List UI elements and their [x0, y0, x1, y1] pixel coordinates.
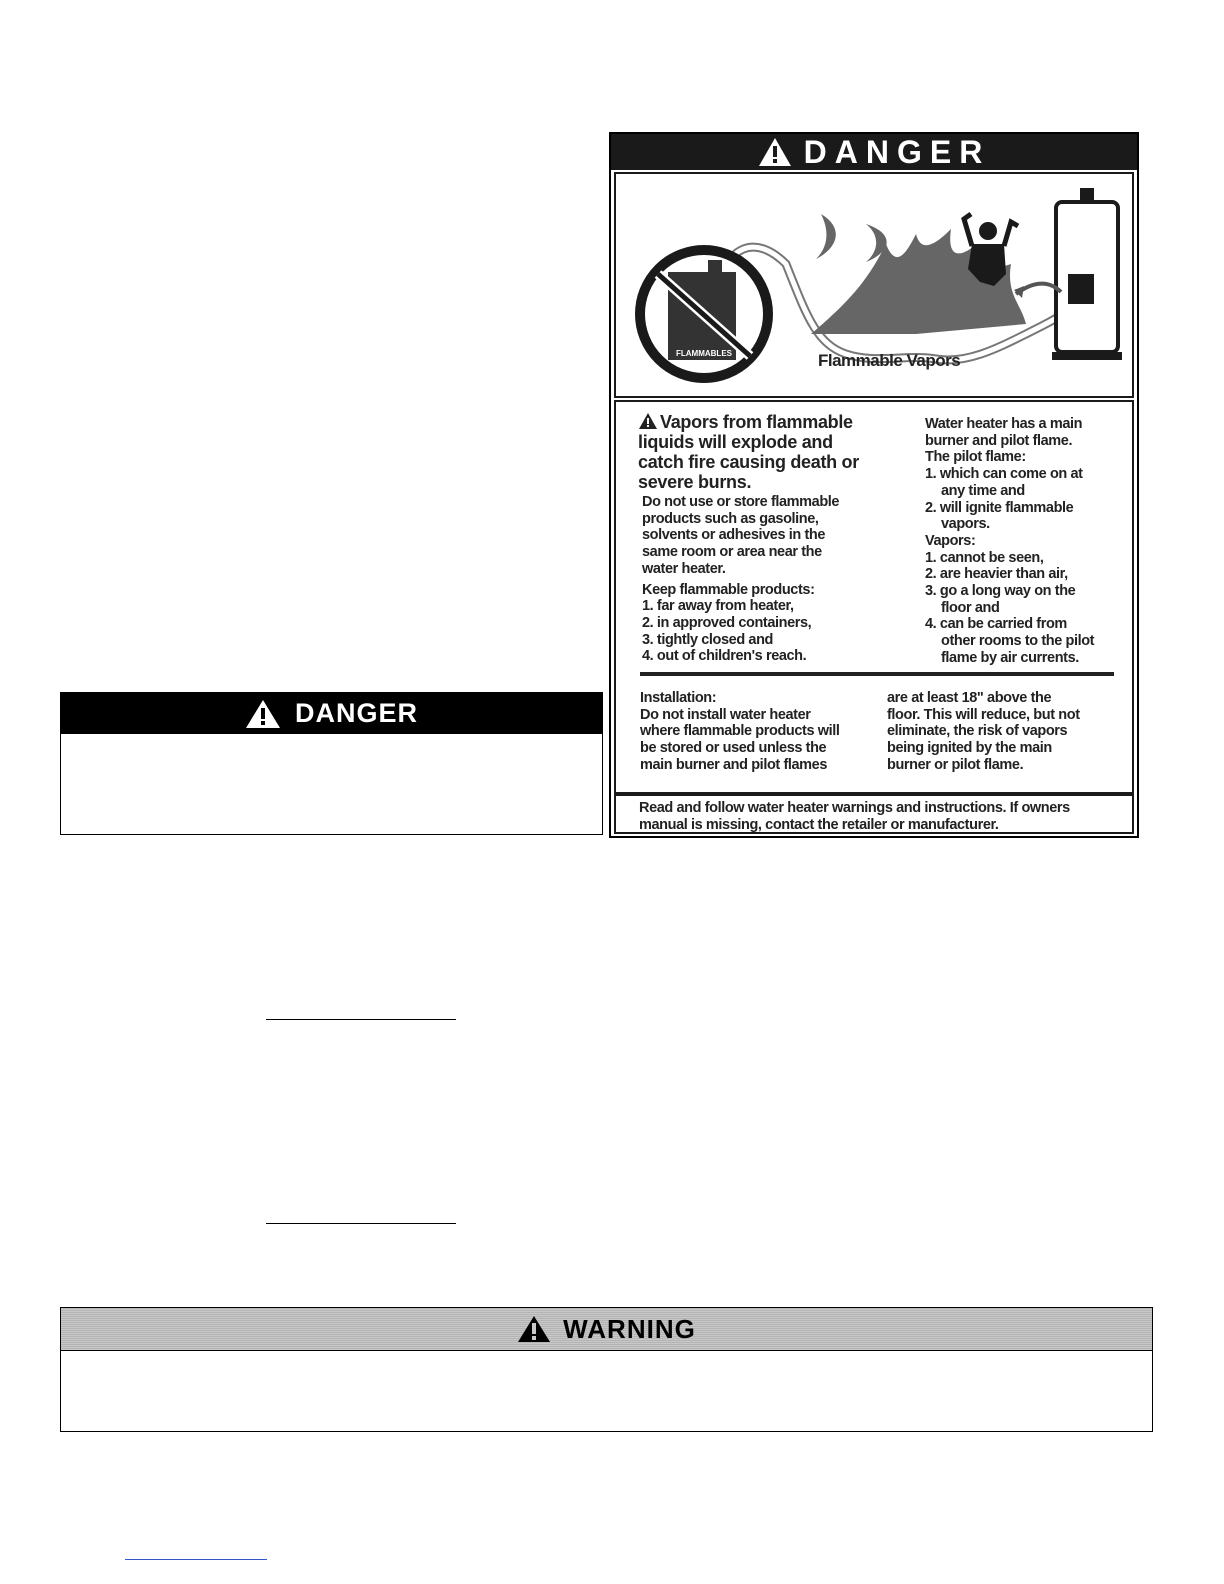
danger-title: DANGER [294, 698, 418, 728]
warning-triangle-icon [758, 137, 792, 167]
installation-right: are at least 18" above the floor. This will reduce, but not eliminate, the risk of vapors being ignited by the main burner or pilot flame. [887, 690, 1080, 773]
vapors-title: Vapors: [925, 532, 976, 549]
danger-header [61, 693, 602, 734]
danger-notice-box [60, 692, 603, 835]
vapors-item: 1. cannot be seen, [925, 549, 1044, 566]
flammable-vapors-illustration [616, 174, 1136, 396]
label-header [611, 134, 1137, 170]
pilot-item: 2. will ignite flammable [925, 499, 1074, 516]
left-paragraph: Do not use or store flammable products such as gasoline, solvents or adhesives in the same room or area near the water heater. Keep flammable products: 1. far away from heater, 2. in approved containers, 3. tightly closed and 4. out of children's reach. [642, 494, 840, 665]
label-footer: Read and follow water heater warnings and instructions. If owners manual is missing, contact the retailer or manufacturer. [614, 794, 1134, 834]
heading-line: liquids will explode and [638, 432, 833, 452]
heading-line: severe burns. [638, 472, 752, 492]
pilot-title: The pilot flame: [925, 449, 1026, 466]
heading-line: catch fire causing death or [638, 452, 859, 472]
heading-line: Vapors from flammable [660, 412, 853, 432]
flammables-can-text: FLAMMABLES [676, 349, 732, 358]
pilot-item: 1. which can come on at [925, 466, 1083, 483]
label-title: DANGER [803, 133, 991, 170]
vapors-item: 3. go a long way on the [925, 583, 1076, 600]
flammable-vapors-danger-label [609, 132, 1139, 838]
warning-triangle-icon [245, 699, 281, 729]
vapors-caption: Flammable Vapors [818, 351, 961, 370]
illustration-panel [614, 172, 1134, 398]
right-column: Water heater has a main burner and pilot flame. The pilot flame: 1. which can come on at any time and 2. will ignite flammable vapors. Vapors: 1. cannot be seen, 2. are heavier than air, 3. go a long way on the floor and 4. can be carried from other rooms to the pilot flame by air currents. [925, 416, 1095, 666]
keep-item: 1. far away from heater, [642, 598, 794, 615]
blank-underline [266, 1223, 456, 1224]
vapors-item: 4. can be carried from [925, 616, 1067, 633]
label-heading [638, 412, 859, 492]
warning-text-panel [614, 400, 1134, 794]
warning-title: WARNING [563, 1313, 696, 1344]
label-divider [640, 672, 1114, 676]
keep-title: Keep flammable products: [642, 581, 815, 598]
link-underline[interactable] [125, 1559, 267, 1560]
warning-triangle-icon [517, 1315, 551, 1343]
installation-left: Installation: Do not install water heater where flammable products will be stored or used unless the main burner and pilot flames [640, 690, 840, 773]
warning-notice-box [60, 1307, 1153, 1432]
vapors-item: 2. are heavier than air, [925, 566, 1068, 583]
blank-underline [266, 1019, 456, 1020]
warning-header [61, 1308, 1152, 1351]
warning-triangle-icon [638, 412, 658, 430]
keep-item: 2. in approved containers, [642, 614, 812, 631]
keep-item: 3. tightly closed and [642, 631, 773, 648]
keep-item: 4. out of children's reach. [642, 648, 807, 665]
